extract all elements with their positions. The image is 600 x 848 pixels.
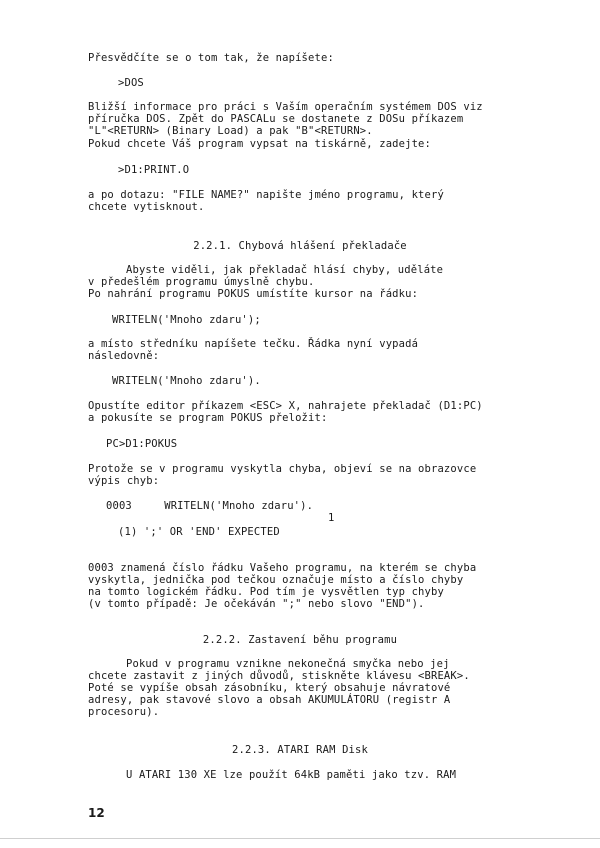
text-line: na tomto logickém řádku. Pod tím je vysvětlen typ chyby xyxy=(88,586,444,598)
text-line: Pokud chcete Váš program vypsat na tiskárně, zadejte: xyxy=(88,138,431,150)
text-line: Pokud v programu vznikne nekonečná smyčka nebo jej xyxy=(126,658,450,670)
text-line: Abyste viděli, jak překladač hlásí chyby, uděláte xyxy=(126,264,444,276)
code-line: PC>D1:POKUS xyxy=(106,438,178,450)
code-line: 0003 WRITELN('Mnoho zdaru'). xyxy=(106,500,314,512)
text-line: v předešlém programu úmyslně chybu. xyxy=(88,276,315,288)
code-line: >DOS xyxy=(118,77,144,89)
text-line: příručka DOS. Zpět do PASCALu se dostanete z DOSu příkazem xyxy=(88,113,464,125)
code-line: WRITELN('Mnoho zdaru'). xyxy=(112,375,261,387)
text-line: 0003 znamená číslo řádku Vašeho programu, na kterém se chyba xyxy=(88,562,477,574)
text-line: výpis chyb: xyxy=(88,475,160,487)
text-line: následovně: xyxy=(88,350,160,362)
text-line: U ATARI 130 XE lze použít 64kB paměti jako tzv. RAM xyxy=(126,769,457,781)
text-line: Opustíte editor příkazem <ESC> X, nahrajete překladač (D1:PC) xyxy=(88,400,483,412)
text-line: (v tomto případě: Je očekáván ";" nebo slovo "END"). xyxy=(88,598,425,610)
text-line: Přesvědčíte se o tom tak, že napíšete: xyxy=(88,52,334,64)
text-line: Protože se v programu vyskytla chyba, objeví se na obrazovce xyxy=(88,463,477,475)
text-line: Po nahrání programu POKUS umístíte kursor na řádku: xyxy=(88,288,419,300)
section-heading: 2.2.1. Chybová hlášení překladače xyxy=(193,240,407,252)
text-line: "L"<RETURN> (Binary Load) a pak "B"<RETURN>. xyxy=(88,125,373,137)
error-position-marker: 1 xyxy=(328,512,335,524)
error-message-line: (1) ';' OR 'END' EXPECTED xyxy=(118,526,280,538)
text-line: vyskytla, jednička pod tečkou označuje místo a číslo chyby xyxy=(88,574,464,586)
bottom-divider xyxy=(0,838,600,839)
text-line: adresy, pak stavové slovo a obsah AKUMULÁTORU (registr A xyxy=(88,694,451,706)
page-number: 12 xyxy=(88,806,105,820)
text-line: procesoru). xyxy=(88,706,160,718)
section-heading: 2.2.3. ATARI RAM Disk xyxy=(232,744,368,756)
text-line: a po dotazu: "FILE NAME?" napište jméno programu, který xyxy=(88,189,444,201)
text-line: chcete zastavit z jiných důvodů, stiskněte klávesu <BREAK>. xyxy=(88,670,470,682)
text-line: Poté se vypíše obsah zásobníku, který obsahuje návratové xyxy=(88,682,451,694)
text-line: a pokusíte se program POKUS přeložit: xyxy=(88,412,328,424)
code-line: >D1:PRINT.O xyxy=(118,164,190,176)
text-line: Bližší informace pro práci s Vaším operačním systémem DOS viz xyxy=(88,101,483,113)
text-line: chcete vytisknout. xyxy=(88,201,205,213)
text-line: a místo středníku napíšete tečku. Řádka nyní vypadá xyxy=(88,338,419,350)
code-line: WRITELN('Mnoho zdaru'); xyxy=(112,314,261,326)
section-heading: 2.2.2. Zastavení běhu programu xyxy=(202,634,398,646)
